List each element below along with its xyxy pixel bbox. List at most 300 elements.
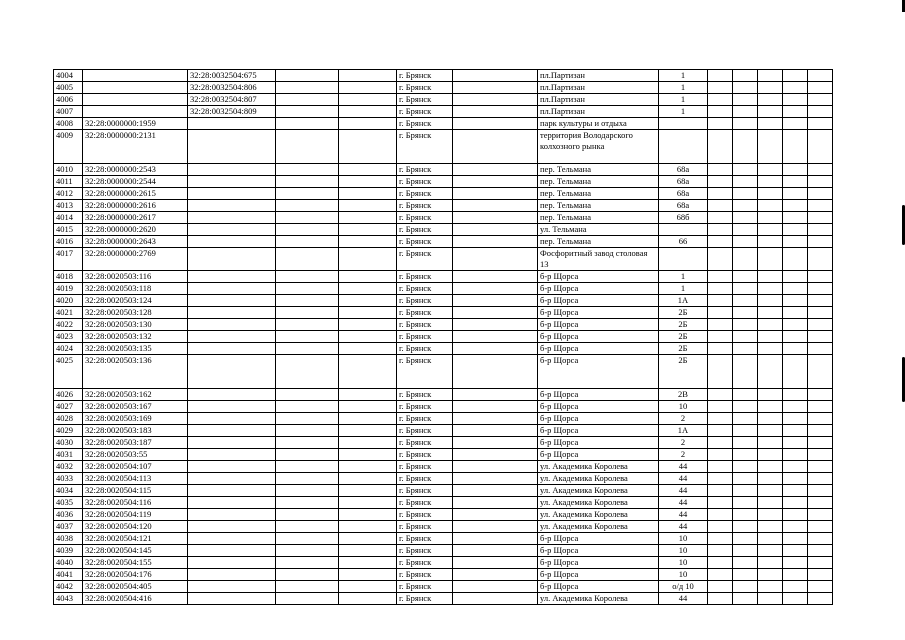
empty-cell: [708, 449, 733, 461]
empty-cell: [733, 413, 758, 425]
city-cell: г. Брянск: [397, 449, 453, 461]
city-cell: г. Брянск: [397, 343, 453, 355]
house-number-cell: 2В: [659, 389, 708, 401]
empty-cell: [453, 130, 538, 164]
empty-cell: [339, 509, 397, 521]
empty-cell: [758, 569, 783, 581]
empty-cell: [276, 581, 339, 593]
empty-cell: [808, 283, 833, 295]
empty-cell: [733, 70, 758, 82]
cadastral-number-alt-cell: [188, 164, 276, 176]
street-cell: ул. Академика Королева: [538, 461, 659, 473]
empty-cell: [453, 271, 538, 283]
street-cell: б-р Щорса: [538, 331, 659, 343]
table-row: [54, 355, 833, 389]
cadastral-number-cell: 32:28:0020503:167: [83, 401, 188, 413]
cadastral-number-alt-cell: [188, 557, 276, 569]
empty-cell: [758, 461, 783, 473]
cadastral-number-cell: 32:28:0020503:135: [83, 343, 188, 355]
cadastral-number-alt-cell: 32:28:0032504:675: [188, 70, 276, 82]
empty-cell: [708, 82, 733, 94]
empty-cell: [783, 188, 808, 200]
table-row: [54, 473, 833, 485]
empty-cell: [708, 130, 733, 164]
cadastral-number-cell: 32:28:0020504:176: [83, 569, 188, 581]
empty-cell: [453, 581, 538, 593]
city-cell: г. Брянск: [397, 188, 453, 200]
cadastral-number-cell: 32:28:0000000:2643: [83, 236, 188, 248]
table-row: [54, 389, 833, 401]
empty-cell: [276, 569, 339, 581]
empty-cell: [783, 130, 808, 164]
cadastral-number-alt-cell: [188, 533, 276, 545]
row-number-cell: 4040: [54, 557, 83, 569]
empty-cell: [453, 545, 538, 557]
empty-cell: [808, 569, 833, 581]
house-number-cell: 10: [659, 533, 708, 545]
empty-cell: [808, 355, 833, 389]
city-cell: г. Брянск: [397, 509, 453, 521]
table-row: [54, 307, 833, 319]
house-number-cell: 1: [659, 94, 708, 106]
empty-cell: [808, 343, 833, 355]
empty-cell: [276, 188, 339, 200]
empty-cell: [453, 248, 538, 271]
empty-cell: [808, 82, 833, 94]
empty-cell: [276, 389, 339, 401]
street-cell: б-р Щорса: [538, 355, 659, 389]
empty-cell: [783, 283, 808, 295]
empty-cell: [708, 581, 733, 593]
cadastral-number-cell: 32:28:0020503:132: [83, 331, 188, 343]
cadastral-number-alt-cell: [188, 449, 276, 461]
city-cell: г. Брянск: [397, 307, 453, 319]
city-cell: г. Брянск: [397, 425, 453, 437]
empty-cell: [276, 236, 339, 248]
city-cell: г. Брянск: [397, 70, 453, 82]
city-cell: г. Брянск: [397, 521, 453, 533]
table-row: [54, 283, 833, 295]
cadastral-number-cell: 32:28:0020503:169: [83, 413, 188, 425]
house-number-cell: 2Б: [659, 319, 708, 331]
empty-cell: [708, 188, 733, 200]
cadastral-number-cell: 32:28:0000000:2615: [83, 188, 188, 200]
empty-cell: [339, 248, 397, 271]
cadastral-number-alt-cell: [188, 343, 276, 355]
empty-cell: [708, 473, 733, 485]
empty-cell: [708, 200, 733, 212]
empty-cell: [758, 248, 783, 271]
empty-cell: [808, 176, 833, 188]
empty-cell: [808, 581, 833, 593]
empty-cell: [783, 331, 808, 343]
empty-cell: [733, 118, 758, 130]
empty-cell: [453, 307, 538, 319]
cadastral-number-alt-cell: [188, 425, 276, 437]
empty-cell: [339, 224, 397, 236]
city-cell: г. Брянск: [397, 331, 453, 343]
empty-cell: [708, 94, 733, 106]
cadastral-number-alt-cell: 32:28:0032504:807: [188, 94, 276, 106]
row-number-cell: 4027: [54, 401, 83, 413]
empty-cell: [733, 236, 758, 248]
cadastral-number-cell: 32:28:0020503:128: [83, 307, 188, 319]
cadastral-number-cell: 32:28:0020503:136: [83, 355, 188, 389]
empty-cell: [808, 188, 833, 200]
table-row: [54, 130, 833, 164]
empty-cell: [453, 425, 538, 437]
empty-cell: [339, 343, 397, 355]
empty-cell: [758, 200, 783, 212]
cadastral-number-cell: 32:28:0020503:116: [83, 271, 188, 283]
empty-cell: [733, 449, 758, 461]
empty-cell: [708, 106, 733, 118]
city-cell: г. Брянск: [397, 461, 453, 473]
empty-cell: [276, 118, 339, 130]
house-number-cell: 1: [659, 271, 708, 283]
empty-cell: [276, 130, 339, 164]
cadastral-number-alt-cell: [188, 401, 276, 413]
street-cell: пер. Тельмана: [538, 176, 659, 188]
empty-cell: [808, 557, 833, 569]
table-row: [54, 485, 833, 497]
city-cell: г. Брянск: [397, 413, 453, 425]
empty-cell: [339, 82, 397, 94]
city-cell: г. Брянск: [397, 82, 453, 94]
street-cell: б-р Щорса: [538, 449, 659, 461]
city-cell: г. Брянск: [397, 236, 453, 248]
street-cell: территория Володарского колхозного рынка: [538, 130, 659, 164]
empty-cell: [453, 212, 538, 224]
empty-cell: [783, 593, 808, 605]
empty-cell: [783, 413, 808, 425]
empty-cell: [783, 319, 808, 331]
empty-cell: [339, 94, 397, 106]
empty-cell: [758, 437, 783, 449]
street-cell: ул. Академика Королева: [538, 497, 659, 509]
empty-cell: [783, 437, 808, 449]
row-number-cell: 4018: [54, 271, 83, 283]
city-cell: г. Брянск: [397, 248, 453, 271]
empty-cell: [276, 449, 339, 461]
street-cell: б-р Щорса: [538, 389, 659, 401]
empty-cell: [708, 118, 733, 130]
empty-cell: [808, 130, 833, 164]
empty-cell: [276, 106, 339, 118]
cadastral-number-cell: 32:28:0020504:145: [83, 545, 188, 557]
row-number-cell: 4009: [54, 130, 83, 164]
empty-cell: [276, 319, 339, 331]
city-cell: г. Брянск: [397, 94, 453, 106]
house-number-cell: [659, 224, 708, 236]
row-number-cell: 4005: [54, 82, 83, 94]
row-number-cell: 4028: [54, 413, 83, 425]
table-row: [54, 319, 833, 331]
empty-cell: [339, 593, 397, 605]
empty-cell: [708, 461, 733, 473]
empty-cell: [808, 94, 833, 106]
empty-cell: [783, 545, 808, 557]
empty-cell: [276, 82, 339, 94]
empty-cell: [758, 188, 783, 200]
cadastral-number-cell: 32:28:0020503:118: [83, 283, 188, 295]
street-cell: ул. Академика Королева: [538, 485, 659, 497]
empty-cell: [758, 295, 783, 307]
empty-cell: [758, 70, 783, 82]
empty-cell: [758, 521, 783, 533]
house-number-cell: [659, 130, 708, 164]
table-row: [54, 509, 833, 521]
table-row: [54, 164, 833, 176]
city-cell: г. Брянск: [397, 271, 453, 283]
empty-cell: [808, 545, 833, 557]
empty-cell: [733, 437, 758, 449]
empty-cell: [339, 331, 397, 343]
cadastral-number-cell: 32:28:0000000:2769: [83, 248, 188, 271]
house-number-cell: 68а: [659, 164, 708, 176]
house-number-cell: 66: [659, 236, 708, 248]
empty-cell: [339, 271, 397, 283]
empty-cell: [708, 248, 733, 271]
cadastral-number-cell: 32:28:0020504:405: [83, 581, 188, 593]
empty-cell: [758, 283, 783, 295]
table-row: [54, 94, 833, 106]
empty-cell: [276, 437, 339, 449]
empty-cell: [708, 593, 733, 605]
row-number-cell: 4033: [54, 473, 83, 485]
table-row: [54, 343, 833, 355]
empty-cell: [708, 509, 733, 521]
empty-cell: [783, 485, 808, 497]
empty-cell: [808, 236, 833, 248]
empty-cell: [339, 70, 397, 82]
cadastral-number-cell: 32:28:0000000:2544: [83, 176, 188, 188]
empty-cell: [453, 118, 538, 130]
empty-cell: [276, 200, 339, 212]
empty-cell: [708, 355, 733, 389]
empty-cell: [276, 343, 339, 355]
city-cell: г. Брянск: [397, 164, 453, 176]
city-cell: г. Брянск: [397, 401, 453, 413]
city-cell: г. Брянск: [397, 283, 453, 295]
table-row: [54, 331, 833, 343]
table-row: [54, 413, 833, 425]
empty-cell: [783, 473, 808, 485]
empty-cell: [808, 401, 833, 413]
table-row: [54, 569, 833, 581]
house-number-cell: 44: [659, 593, 708, 605]
cadastral-number-cell: 32:28:0020504:119: [83, 509, 188, 521]
empty-cell: [783, 295, 808, 307]
empty-cell: [339, 307, 397, 319]
empty-cell: [453, 200, 538, 212]
empty-cell: [339, 533, 397, 545]
empty-cell: [758, 581, 783, 593]
empty-cell: [783, 425, 808, 437]
table-row: [54, 449, 833, 461]
empty-cell: [276, 557, 339, 569]
street-cell: б-р Щорса: [538, 283, 659, 295]
row-number-cell: 4031: [54, 449, 83, 461]
empty-cell: [733, 473, 758, 485]
empty-cell: [758, 176, 783, 188]
cadastral-number-alt-cell: [188, 130, 276, 164]
empty-cell: [758, 449, 783, 461]
row-number-cell: 4032: [54, 461, 83, 473]
empty-cell: [339, 176, 397, 188]
empty-cell: [339, 319, 397, 331]
empty-cell: [758, 307, 783, 319]
empty-cell: [783, 449, 808, 461]
house-number-cell: 10: [659, 557, 708, 569]
cadastral-number-alt-cell: [188, 307, 276, 319]
empty-cell: [453, 94, 538, 106]
empty-cell: [733, 307, 758, 319]
empty-cell: [276, 425, 339, 437]
empty-cell: [808, 319, 833, 331]
house-number-cell: 2: [659, 449, 708, 461]
empty-cell: [808, 271, 833, 283]
empty-cell: [276, 331, 339, 343]
empty-cell: [453, 355, 538, 389]
empty-cell: [733, 545, 758, 557]
empty-cell: [339, 545, 397, 557]
empty-cell: [708, 545, 733, 557]
empty-cell: [276, 248, 339, 271]
city-cell: г. Брянск: [397, 437, 453, 449]
empty-cell: [758, 224, 783, 236]
empty-cell: [453, 295, 538, 307]
empty-cell: [808, 497, 833, 509]
empty-cell: [339, 413, 397, 425]
cadastral-number-cell: 32:28:0020504:120: [83, 521, 188, 533]
empty-cell: [708, 331, 733, 343]
cadastral-number-alt-cell: [188, 355, 276, 389]
empty-cell: [276, 307, 339, 319]
street-cell: б-р Щорса: [538, 401, 659, 413]
table-row: [54, 521, 833, 533]
table-row: [54, 295, 833, 307]
empty-cell: [339, 497, 397, 509]
house-number-cell: 1: [659, 70, 708, 82]
table-row: [54, 70, 833, 82]
empty-cell: [708, 70, 733, 82]
cadastral-number-alt-cell: [188, 485, 276, 497]
empty-cell: [339, 295, 397, 307]
cadastral-number-alt-cell: [188, 497, 276, 509]
street-cell: Фосфоритный завод столовая 13: [538, 248, 659, 271]
empty-cell: [783, 509, 808, 521]
empty-cell: [453, 401, 538, 413]
row-number-cell: 4007: [54, 106, 83, 118]
empty-cell: [808, 331, 833, 343]
empty-cell: [708, 437, 733, 449]
empty-cell: [733, 106, 758, 118]
empty-cell: [758, 106, 783, 118]
table-row: [54, 248, 833, 271]
row-number-cell: 4024: [54, 343, 83, 355]
city-cell: г. Брянск: [397, 355, 453, 389]
row-number-cell: 4014: [54, 212, 83, 224]
city-cell: г. Брянск: [397, 212, 453, 224]
empty-cell: [276, 593, 339, 605]
row-number-cell: 4020: [54, 295, 83, 307]
cadastral-number-alt-cell: [188, 389, 276, 401]
cadastral-number-alt-cell: [188, 461, 276, 473]
empty-cell: [783, 118, 808, 130]
empty-cell: [453, 176, 538, 188]
city-cell: г. Брянск: [397, 545, 453, 557]
house-number-cell: 2Б: [659, 307, 708, 319]
house-number-cell: 2: [659, 437, 708, 449]
empty-cell: [808, 461, 833, 473]
street-cell: ул. Академика Королева: [538, 473, 659, 485]
row-number-cell: 4012: [54, 188, 83, 200]
empty-cell: [808, 200, 833, 212]
cadastral-number-alt-cell: [188, 200, 276, 212]
empty-cell: [708, 401, 733, 413]
empty-cell: [339, 283, 397, 295]
empty-cell: [708, 497, 733, 509]
empty-cell: [708, 224, 733, 236]
cadastral-number-cell: 32:28:0000000:2620: [83, 224, 188, 236]
table-row: [54, 545, 833, 557]
row-number-cell: 4029: [54, 425, 83, 437]
empty-cell: [708, 319, 733, 331]
empty-cell: [758, 413, 783, 425]
row-number-cell: 4030: [54, 437, 83, 449]
empty-cell: [733, 343, 758, 355]
empty-cell: [758, 545, 783, 557]
street-cell: парк культуры и отдыха: [538, 118, 659, 130]
empty-cell: [783, 106, 808, 118]
empty-cell: [733, 331, 758, 343]
cadastral-number-alt-cell: [188, 212, 276, 224]
city-cell: г. Брянск: [397, 176, 453, 188]
cadastral-number-alt-cell: 32:28:0032504:809: [188, 106, 276, 118]
empty-cell: [808, 389, 833, 401]
empty-cell: [758, 118, 783, 130]
house-number-cell: 44: [659, 509, 708, 521]
empty-cell: [276, 271, 339, 283]
street-cell: пер. Тельмана: [538, 188, 659, 200]
city-cell: г. Брянск: [397, 200, 453, 212]
empty-cell: [339, 521, 397, 533]
empty-cell: [733, 319, 758, 331]
empty-cell: [808, 509, 833, 521]
empty-cell: [758, 509, 783, 521]
street-cell: ул. Академика Королева: [538, 521, 659, 533]
cadastral-number-cell: 32:28:0020504:107: [83, 461, 188, 473]
cadastral-number-cell: 32:28:0000000:2131: [83, 130, 188, 164]
cadastral-number-alt-cell: [188, 569, 276, 581]
cadastral-number-alt-cell: [188, 581, 276, 593]
empty-cell: [733, 224, 758, 236]
street-cell: пл.Партизан: [538, 106, 659, 118]
empty-cell: [339, 212, 397, 224]
empty-cell: [758, 485, 783, 497]
empty-cell: [339, 200, 397, 212]
empty-cell: [453, 236, 538, 248]
empty-cell: [453, 509, 538, 521]
cadastral-number-cell: 32:28:0020504:116: [83, 497, 188, 509]
cadastral-number-alt-cell: [188, 545, 276, 557]
empty-cell: [339, 449, 397, 461]
row-number-cell: 4006: [54, 94, 83, 106]
property-register-table: [53, 69, 833, 605]
empty-cell: [758, 331, 783, 343]
table-row: [54, 118, 833, 130]
